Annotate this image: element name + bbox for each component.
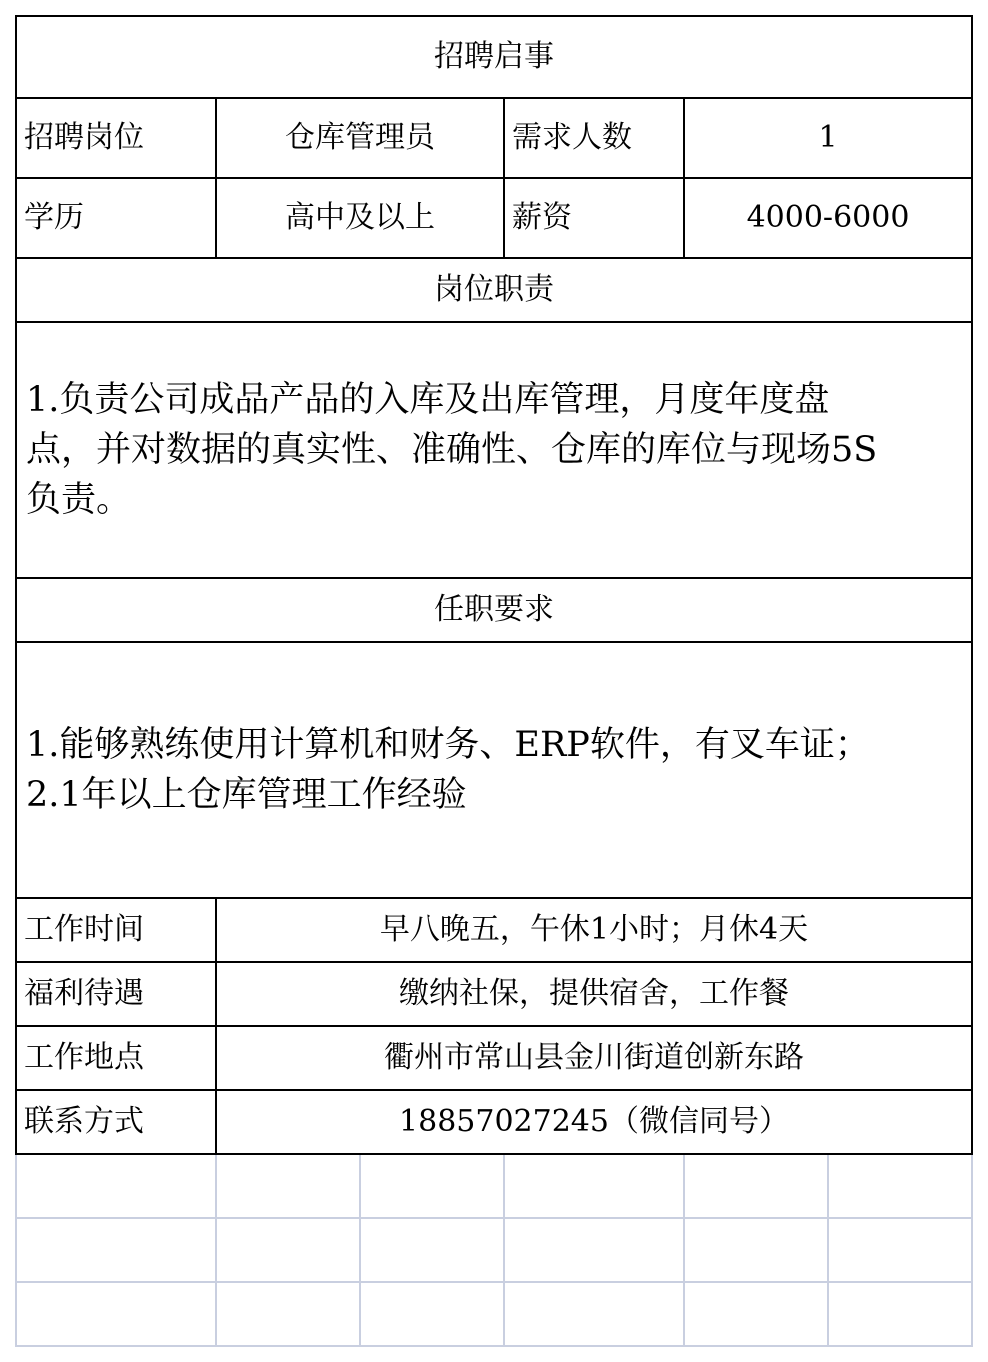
table-border-line (15, 1025, 973, 1027)
education-value (216, 178, 504, 258)
grid-col-line (503, 1154, 505, 1346)
salary-label-text: 薪资 (512, 200, 572, 235)
table-border-line (15, 1089, 973, 1091)
location-value (216, 1026, 972, 1090)
location-value-text: 衢州市常山县金川街道创新东路 (384, 1040, 804, 1075)
benefits-value (216, 962, 972, 1026)
benefits-label (16, 962, 216, 1026)
position-label (16, 98, 216, 178)
table-border-line (971, 15, 973, 1155)
hours-label (16, 898, 216, 962)
headcount-value (684, 98, 972, 178)
position-value (216, 98, 504, 178)
contact-label (16, 1090, 216, 1154)
table-border-line (215, 897, 217, 1155)
table-border-line (683, 97, 685, 259)
grid-col-line (971, 1154, 973, 1346)
notice-title (16, 16, 972, 98)
benefits-value-text: 缴纳社保，提供宿舍，工作餐 (399, 976, 789, 1011)
grid-col-line (215, 1154, 217, 1346)
location-label-text: 工作地点 (24, 1040, 144, 1075)
grid-col-line (683, 1154, 685, 1346)
requirements-text-cell (16, 642, 972, 898)
position-label-text: 招聘岗位 (24, 120, 144, 155)
table-border-line (215, 97, 217, 259)
salary-label (504, 178, 684, 258)
grid-row-line (15, 1345, 973, 1347)
education-value-text: 高中及以上 (285, 200, 435, 235)
requirements-header (16, 578, 972, 642)
salary-value (684, 178, 972, 258)
headcount-label-text: 需求人数 (512, 120, 632, 155)
duties-text-cell (16, 322, 972, 578)
table-border-line (15, 257, 973, 259)
notice-title-text: 招聘启事 (434, 39, 554, 74)
table-border-line (15, 897, 973, 899)
education-label-text: 学历 (24, 200, 84, 235)
grid-row-line (15, 1281, 973, 1283)
duties-text: 1.负责公司成品产品的入库及出库管理，月度年度盘 点，并对数据的真实性、准确性、仓库的库位与现场5S 负责。 (26, 380, 878, 520)
hours-value-text: 早八晚五，午休1小时；月休4天 (379, 912, 809, 947)
table-border-line (15, 641, 973, 643)
table-border-line (15, 577, 973, 579)
headcount-label (504, 98, 684, 178)
benefits-label-text: 福利待遇 (24, 976, 144, 1011)
location-label (16, 1026, 216, 1090)
table-border-line (15, 177, 973, 179)
table-border-line (15, 97, 973, 99)
headcount-value-text: 1 (818, 120, 838, 155)
duties-header-text: 岗位职责 (434, 272, 554, 307)
table-border-line (15, 15, 17, 1155)
grid-col-line (359, 1154, 361, 1346)
hours-label-text: 工作时间 (24, 912, 144, 947)
table-border-line (15, 321, 973, 323)
position-value-text: 仓库管理员 (285, 120, 435, 155)
requirements-header-text: 任职要求 (434, 592, 554, 627)
grid-col-line (827, 1154, 829, 1346)
contact-value (216, 1090, 972, 1154)
table-border-line (503, 97, 505, 259)
salary-value-text: 4000-6000 (746, 200, 910, 235)
hours-value (216, 898, 972, 962)
duties-header (16, 258, 972, 322)
education-label (16, 178, 216, 258)
grid-row-line (15, 1217, 973, 1219)
grid-col-line (15, 1154, 17, 1346)
table-border-line (15, 961, 973, 963)
requirements-text: 1.能够熟练使用计算机和财务、ERP软件，有叉车证； 2.1年以上仓库管理工作经验 (26, 725, 870, 815)
contact-label-text: 联系方式 (24, 1104, 144, 1139)
contact-value-text: 18857027245（微信同号） (399, 1104, 789, 1139)
table-border-line (15, 1153, 973, 1155)
table-border-line (15, 15, 973, 17)
